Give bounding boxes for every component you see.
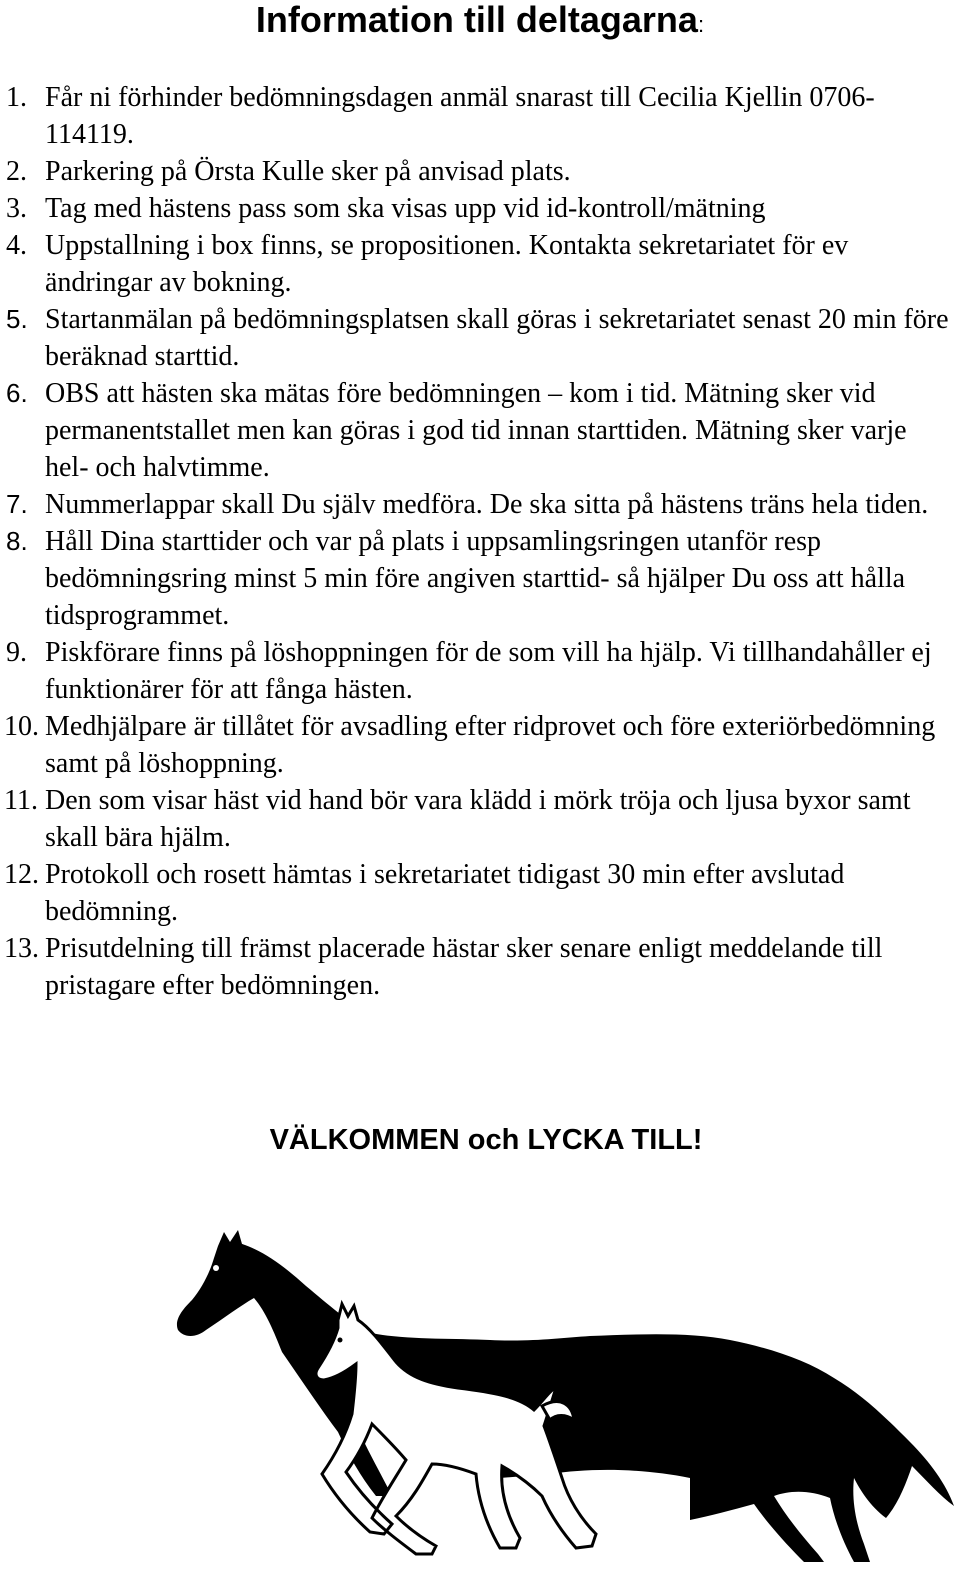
title-text: Information till deltagarna [255, 0, 698, 40]
list-item [0, 153, 960, 190]
list-item [0, 486, 960, 523]
title-colon: : [697, 12, 705, 37]
item-text: Prisutdelning till främst placerade hästar sker senare enligt meddelande till pristagare efter bedömningen. [45, 933, 883, 1001]
item-text: Den som visar häst vid hand bör vara klädd i mörk tröja och ljusa byxor samt skall bära hjälm. [45, 785, 911, 853]
list-item [0, 856, 960, 930]
list-item [0, 79, 960, 153]
list-item [0, 190, 960, 227]
list-item [0, 227, 960, 301]
list-item [0, 301, 960, 375]
welcome-message: VÄLKOMMEN och LYCKA TILL! [269, 1124, 703, 1156]
list-item [0, 634, 960, 708]
item-text: Får ni förhinder bedömningsdagen anmäl snarast till Cecilia Kjellin 0706-114119. [45, 82, 875, 150]
item-text: Medhjälpare är tillåtet för avsadling efter ridprovet och före exteriörbedömning samt på löshoppning. [45, 711, 936, 779]
item-text: Parkering på Örsta Kulle sker på anvisad plats. [45, 156, 571, 187]
item-text: Håll Dina starttider och var på plats i uppsamlingsringen utanför resp bedömningsring minst 5 min före angiven starttid- så hjälper Du oss att hålla tidsprogrammet. [45, 526, 906, 631]
item-number: 10. [4, 711, 39, 742]
item-number: 6. [6, 378, 28, 408]
list-item [0, 523, 960, 634]
item-number: 13. [4, 933, 39, 964]
list-item [0, 375, 960, 486]
list-item [0, 708, 960, 782]
item-text: Tag med hästens pass som ska visas upp vid id-kontroll/mätning [45, 193, 766, 224]
item-text: Protokoll och rosett hämtas i sekretariatet tidigast 30 min efter avslutad bedömning. [45, 859, 845, 927]
item-number: 8. [6, 526, 28, 556]
item-number: 1. [6, 82, 27, 113]
item-number: 12. [4, 859, 39, 890]
item-number: 7. [6, 489, 28, 519]
item-text: Uppstallning i box finns, se propositionen. Kontakta sekretariatet för ev ändringar av bokning. [45, 230, 849, 298]
item-text: Startanmälan på bedömningsplatsen skall göras i sekretariatet senast 20 min före beräknad starttid. [45, 304, 949, 372]
item-number: 2. [6, 156, 27, 187]
page-title [0, 0, 960, 45]
mare-and-foal-icon [170, 1228, 958, 1564]
item-text: Piskförare finns på löshoppningen för de som vill ha hjälp. Vi tillhandahåller ej funktionärer för att fånga hästen. [45, 637, 932, 705]
information-list [0, 79, 960, 1004]
item-number: 5. [6, 304, 28, 334]
item-text: Nummerlappar skall Du själv medföra. De ska sitta på hästens träns hela tiden. [45, 489, 929, 520]
item-number: 9. [6, 637, 27, 668]
item-text: OBS att hästen ska mätas före bedömningen – kom i tid. Mätning sker vid permanentstallet men kan göras i god tid innan starttiden. Mätning sker varje hel- och halvtimme. [45, 378, 907, 483]
item-number: 4. [6, 230, 27, 261]
list-item [0, 930, 960, 1004]
list-item [0, 782, 960, 856]
item-number: 11. [4, 785, 38, 816]
item-number: 3. [6, 193, 27, 224]
